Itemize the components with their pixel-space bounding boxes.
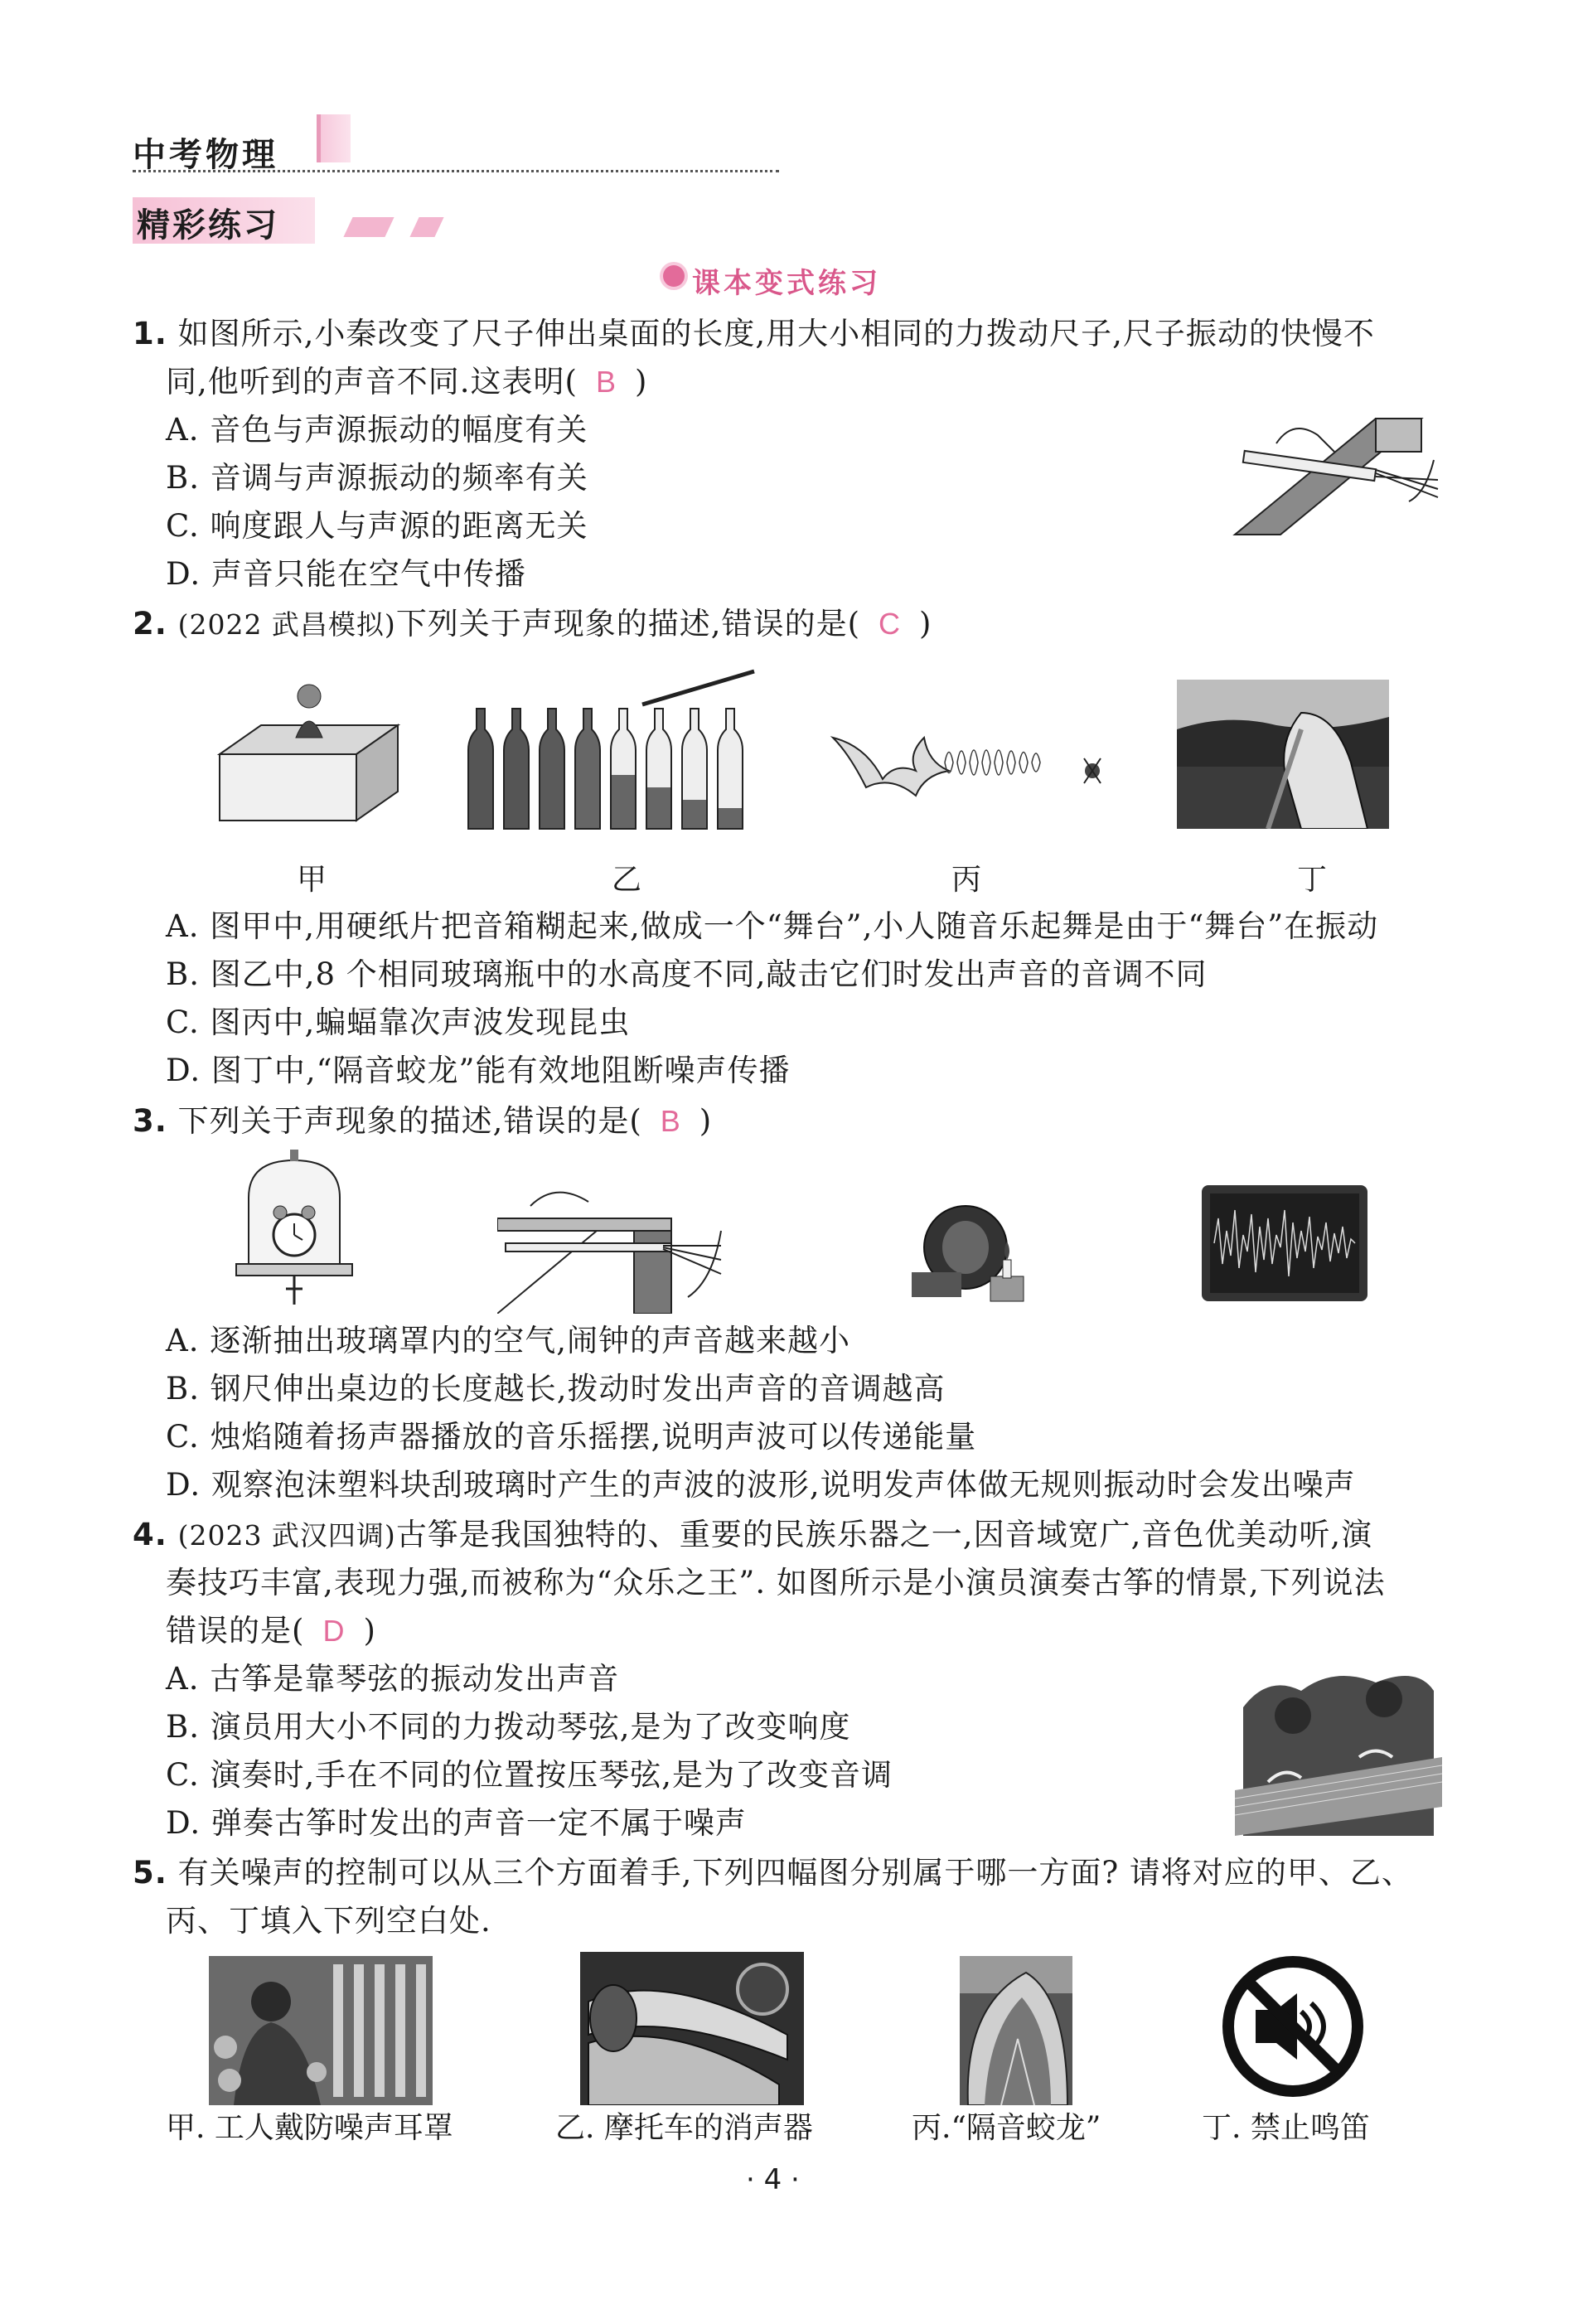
q2-answer: C <box>879 607 902 641</box>
q5-figure-worker-earmuffs <box>209 1956 433 2105</box>
book-title: 中考物理 <box>133 136 278 174</box>
q4-source: (2023 武汉四调) <box>177 1519 396 1552</box>
q2-option-d: D. 图丁中,“隔音蛟龙”能有效地阻断噪声传播 <box>166 1053 791 1088</box>
q2-line-1 <box>133 605 932 644</box>
header-pink-marker <box>317 114 351 162</box>
q1-text-2: 同,他听到的声音不同.这表明( <box>166 364 578 399</box>
q4-line-3 <box>166 1612 376 1650</box>
section-title: 精彩练习 <box>137 206 279 245</box>
q1-option-d: D. 声音只能在空气中传播 <box>166 556 526 592</box>
q2-close: ) <box>919 606 932 642</box>
q1-line-2 <box>166 363 647 401</box>
q3-option-c: C. 烛焰随着扬声器播放的音乐摇摆,说明声波可以传递能量 <box>166 1419 977 1455</box>
q5-caption-ding: 丁. 禁止鸣笛 <box>1202 2111 1370 2145</box>
q2-text: 下列关于声现象的描述,错误的是( <box>395 606 861 642</box>
q2-source: (2022 武昌模拟) <box>177 608 396 641</box>
q4-text-1: 古筝是我国独特的、重要的民族乐器之一,因音域宽广,音色优美动听,演 <box>395 1517 1373 1552</box>
q4-option-b: B. 演员用大小不同的力拨动琴弦,是为了改变响度 <box>166 1709 851 1745</box>
subsection-title: 课本变式练习 <box>692 267 881 300</box>
q4-line-1 <box>133 1516 1372 1555</box>
q5-caption-bing: 丙.“隔音蛟龙” <box>912 2111 1101 2145</box>
q5-line-1 <box>133 1854 1413 1892</box>
q3-line-1 <box>133 1102 712 1140</box>
q1-option-a: A. 音色与声源振动的幅度有关 <box>166 412 588 448</box>
q1-close: ) <box>634 364 648 399</box>
q1-ruler-figure <box>1227 410 1450 539</box>
q2-label-jia: 甲 <box>297 863 327 897</box>
q2-figure-jia-speaker-box <box>211 675 402 825</box>
q2-label-ding: 丁 <box>1297 863 1328 897</box>
q3-figure-speaker-candle <box>895 1202 1044 1305</box>
q2-label-bing: 丙 <box>951 863 982 897</box>
header-dotted-rule <box>133 170 779 172</box>
q3-number: 3. <box>133 1103 167 1139</box>
q5-figure-motorcycle-muffler <box>580 1952 804 2105</box>
q5-figure-sound-barrier-tunnel <box>960 1956 1072 2105</box>
q3-figure-waveform <box>1202 1185 1367 1301</box>
q3-figure-ruler-desk <box>497 1181 729 1314</box>
q3-figure-bell-jar <box>232 1148 356 1310</box>
q2-figure-ding-sound-barrier <box>1177 680 1389 829</box>
q5-figure-no-honking-sign <box>1218 1952 1367 2101</box>
q5-text-1: 有关噪声的控制可以从三个方面着手,下列四幅图分别属于哪一方面? 请将对应的甲、乙、 <box>177 1855 1413 1891</box>
page-number: · 4 · <box>746 2163 800 2196</box>
section-deco-2 <box>409 217 443 237</box>
q4-option-c: C. 演奏时,手在不同的位置按压琴弦,是为了改变音调 <box>166 1757 893 1793</box>
q2-number: 2. <box>133 606 167 642</box>
q5-caption-yi: 乙. 摩托车的消声器 <box>555 2111 813 2145</box>
section-deco-1 <box>343 217 394 237</box>
q4-option-d: D. 弹奏古筝时发出的声音一定不属于噪声 <box>166 1805 747 1841</box>
subsection-badge <box>663 265 685 287</box>
q4-text-3: 错误的是( <box>166 1613 305 1649</box>
q2-label-yi: 乙 <box>612 863 642 897</box>
q2-option-b: B. 图乙中,8 个相同玻璃瓶中的水高度不同,敲击它们时发出声音的音调不同 <box>166 956 1208 992</box>
q3-answer: B <box>660 1104 681 1138</box>
q4-answer: D <box>322 1614 346 1648</box>
q3-text: 下列关于声现象的描述,错误的是( <box>177 1103 642 1139</box>
q3-close: ) <box>699 1103 713 1139</box>
q2-option-a: A. 图甲中,用硬纸片把音箱糊起来,做成一个“舞台”,小人随音乐起舞是由于“舞台”在振动 <box>166 908 1379 944</box>
q4-close: ) <box>363 1613 376 1649</box>
q4-option-a: A. 古筝是靠琴弦的振动发出声音 <box>166 1661 620 1697</box>
q2-option-c: C. 图丙中,蝙蝠靠次声波发现昆虫 <box>166 1005 631 1040</box>
q5-number: 5. <box>133 1855 167 1891</box>
q2-figure-yi-bottles <box>464 667 762 833</box>
q1-option-b: B. 音调与声源振动的频率有关 <box>166 460 588 496</box>
q1-option-c: C. 响度跟人与声源的距离无关 <box>166 508 588 544</box>
q2-figure-bing-bat <box>829 721 1111 812</box>
q3-option-a: A. 逐渐抽出玻璃罩内的空气,闹钟的声音越来越小 <box>166 1323 851 1358</box>
q1-text-1: 如图所示,小秦改变了尺子伸出桌面的长度,用大小相同的力拨动尺子,尺子振动的快慢不 <box>177 316 1375 351</box>
q5-line-2: 丙、丁填入下列空白处. <box>166 1903 491 1939</box>
q5-caption-jia: 甲. 工人戴防噪声耳罩 <box>166 2111 453 2145</box>
q1-line-1 <box>133 315 1375 353</box>
q1-number: 1. <box>133 316 167 351</box>
q4-line-2: 奏技巧丰富,表现力强,而被称为“众乐之王”. 如图所示是小演员演奏古筝的情景,下列说法 <box>166 1565 1386 1600</box>
q3-option-d: D. 观察泡沫塑料块刮玻璃时产生的声波的波形,说明发声体做无规则振动时会发出噪声 <box>166 1467 1356 1503</box>
q4-figure-guzheng-photo <box>1235 1658 1442 1836</box>
q3-option-b: B. 钢尺伸出桌边的长度越长,拨动时发出声音的音调越高 <box>166 1371 946 1407</box>
q4-number: 4. <box>133 1517 167 1552</box>
q1-answer: B <box>595 365 617 399</box>
